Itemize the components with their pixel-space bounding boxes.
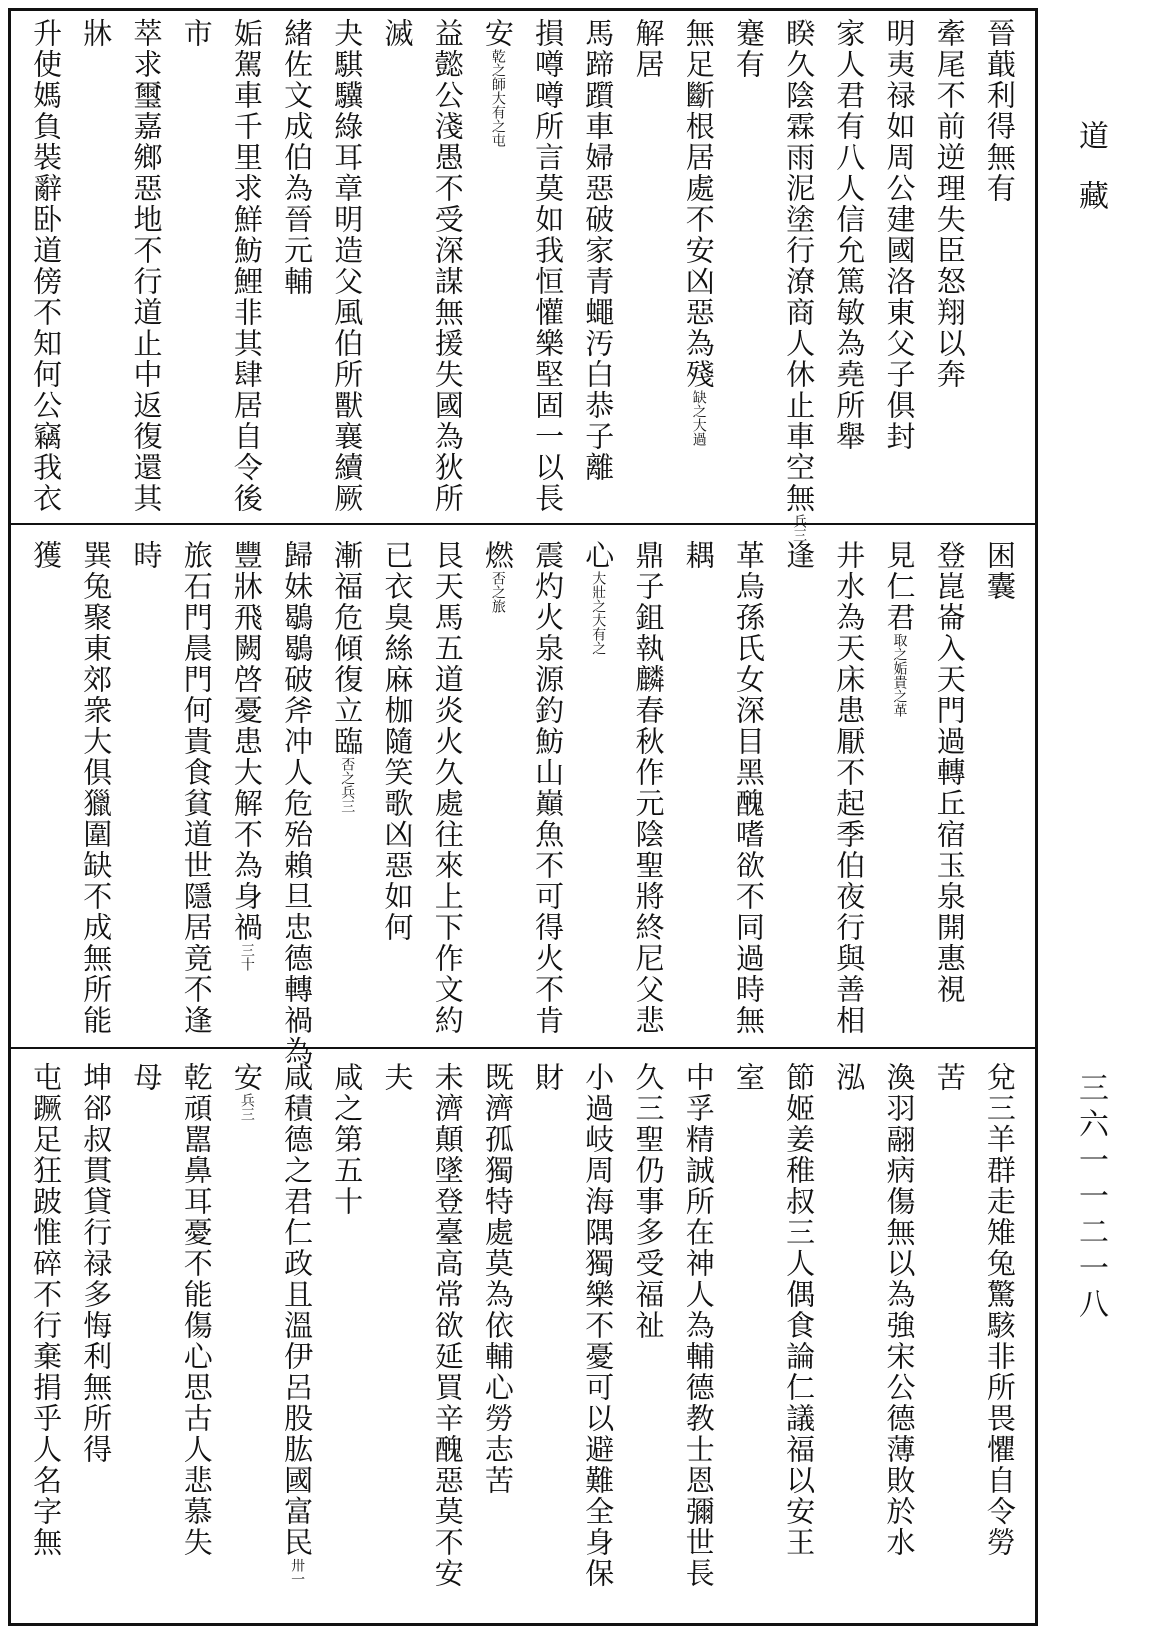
verse-text: 孤獨特處莫為依輔心勞志苦 bbox=[480, 1124, 515, 1496]
text-panel-middle bbox=[11, 540, 1035, 1067]
text-panel-top bbox=[11, 18, 1035, 542]
verse-text: 石門晨門何貴食貧道世隱居竟不逢 bbox=[179, 571, 214, 1036]
text-column bbox=[827, 540, 871, 1036]
verse-text: 明夷禄如周公建國洛東父子俱封 bbox=[882, 18, 917, 452]
verse-text: 市 bbox=[179, 18, 214, 49]
text-column bbox=[376, 1062, 420, 1614]
text-column bbox=[827, 18, 871, 514]
verse-text: 已衣臭絲麻枷隨笑歌凶惡如何 bbox=[380, 540, 415, 943]
verse-text: 姬姜稚叔三人偶食論仁議福以安王 bbox=[782, 1093, 817, 1558]
verse-text: 耦 bbox=[681, 540, 716, 571]
text-column bbox=[777, 18, 821, 542]
margin-title: 道藏 bbox=[1073, 120, 1108, 240]
verse-text: 滅 bbox=[380, 18, 415, 49]
annotation-note: 乾之師大有之屯 bbox=[489, 49, 506, 147]
verse-text: 登崑崙入天門過轉丘宿玉泉開惠視 bbox=[932, 540, 967, 1005]
text-column bbox=[827, 1062, 871, 1614]
hexagram-heading: 睽 bbox=[782, 18, 817, 49]
text-column bbox=[476, 540, 520, 1036]
verse-text: 烏孫氏女深目黑醜嗜欲不同過時無 bbox=[731, 571, 766, 1036]
hexagram-heading: 姤 bbox=[229, 18, 264, 49]
verse-text: 逢 bbox=[782, 540, 817, 571]
verse-text: 駕車千里求鮮魴鯉非其肆居自令後 bbox=[229, 49, 264, 514]
text-column bbox=[526, 18, 570, 514]
text-column bbox=[325, 540, 369, 1036]
folio-number: 三六一一二一八 bbox=[1073, 1072, 1108, 1324]
verse-text: 時 bbox=[129, 540, 164, 571]
hexagram-heading: 渙 bbox=[882, 1062, 917, 1093]
hexagram-heading: 漸 bbox=[330, 540, 365, 571]
text-column bbox=[376, 18, 420, 514]
verse-text: 無足斷根居處不安凶惡為殘 bbox=[681, 18, 716, 390]
panel-divider-2 bbox=[8, 1047, 1038, 1049]
text-column bbox=[24, 1062, 68, 1614]
verse-text: 室 bbox=[731, 1062, 766, 1093]
text-column bbox=[576, 18, 620, 514]
text-column bbox=[225, 540, 269, 1036]
verse-text: 噂噂所言莫如我恒懽樂堅固一以長 bbox=[531, 49, 566, 514]
text-column bbox=[727, 18, 771, 514]
hexagram-heading: 小過 bbox=[581, 1062, 616, 1124]
text-column bbox=[928, 18, 972, 514]
verse-text: 子鉏執麟春秋作元陰聖將終尼父悲 bbox=[631, 571, 666, 1036]
annotation-note: 兵三 bbox=[791, 514, 808, 542]
verse-text: 母 bbox=[129, 1062, 164, 1093]
hexagram-heading: 解 bbox=[631, 18, 666, 49]
hexagram-heading: 夬 bbox=[330, 18, 365, 49]
hexagram-heading: 鼎 bbox=[631, 540, 666, 571]
verse-text: 久陰霖雨泥塗行潦商人休止車空無 bbox=[782, 49, 817, 514]
annotation-note: 否之兵三 bbox=[339, 757, 356, 813]
annotation-note: 三十 bbox=[238, 943, 255, 971]
text-column bbox=[125, 540, 169, 1036]
text-column bbox=[677, 1062, 721, 1614]
text-panel-bottom bbox=[11, 1062, 1035, 1614]
text-column bbox=[928, 540, 972, 1036]
verse-text: 蹶足狂跛惟碎不行棄捐乎人名字無 bbox=[29, 1093, 64, 1558]
text-column bbox=[325, 1062, 369, 1614]
annotation-note: 否之旅 bbox=[489, 571, 506, 613]
verse-text: 積德之君仁政且溫伊呂股肱國富民 bbox=[280, 1093, 315, 1558]
verse-text: 泓 bbox=[832, 1062, 867, 1093]
hexagram-heading: 乾 bbox=[179, 1062, 214, 1093]
text-column bbox=[175, 1062, 219, 1614]
verse-text: 牀 bbox=[79, 18, 114, 49]
text-column bbox=[727, 1062, 771, 1614]
verse-text: 顛墜登臺高常欲延買辛醜惡莫不安 bbox=[430, 1124, 465, 1589]
panel-divider-1 bbox=[8, 523, 1038, 525]
hexagram-heading: 升 bbox=[29, 18, 64, 49]
text-column bbox=[627, 1062, 671, 1614]
hexagram-heading: 坤 bbox=[79, 1062, 114, 1093]
hexagram-heading: 兌 bbox=[982, 1062, 1017, 1093]
hexagram-heading: 損 bbox=[531, 18, 566, 49]
text-column bbox=[978, 540, 1022, 1036]
text-column bbox=[526, 1062, 570, 1614]
verse-text: 牽尾不前逆理失臣怒翔以奔 bbox=[932, 18, 967, 390]
text-column bbox=[74, 540, 118, 1036]
text-column bbox=[627, 18, 671, 514]
text-column bbox=[878, 540, 922, 1036]
hexagram-heading: 震 bbox=[531, 540, 566, 571]
verse-text: 家人君有八人信允篤敏為堯所舉 bbox=[832, 18, 867, 452]
verse-text: 安 bbox=[229, 1062, 264, 1093]
hexagram-heading: 既濟 bbox=[480, 1062, 515, 1124]
text-column bbox=[24, 18, 68, 514]
hexagram-heading: 咸 bbox=[280, 1062, 315, 1093]
text-column bbox=[125, 1062, 169, 1614]
verse-text: 求璽嘉鄉惡地不行道止中返復還其 bbox=[129, 49, 164, 514]
hexagram-heading: 巽 bbox=[79, 540, 114, 571]
verse-text: 見仁君 bbox=[882, 540, 917, 633]
text-column bbox=[526, 540, 570, 1036]
verse-text: 獲 bbox=[29, 540, 64, 571]
verse-text: 水為天床患厭不起季伯夜行與善相 bbox=[832, 571, 867, 1036]
hexagram-heading: 節 bbox=[782, 1062, 817, 1093]
text-column bbox=[878, 1062, 922, 1614]
text-column bbox=[426, 1062, 470, 1614]
verse-text: 精誠所在神人為輔德教士恩彌世長 bbox=[681, 1124, 716, 1589]
hexagram-heading: 艮 bbox=[430, 540, 465, 571]
annotation-note: 卅一 bbox=[289, 1558, 306, 1586]
verse-text: 居 bbox=[631, 49, 666, 80]
verse-text: 財 bbox=[531, 1062, 566, 1093]
text-column bbox=[74, 18, 118, 514]
annotation-note: 取之姤貴之革 bbox=[891, 633, 908, 717]
text-column bbox=[125, 18, 169, 514]
text-column bbox=[225, 1062, 269, 1614]
verse-text: 郤叔貫貸行禄多悔利無所得 bbox=[79, 1093, 114, 1465]
text-column bbox=[74, 1062, 118, 1614]
verse-text: 久三聖仍事多受福祉 bbox=[631, 1062, 666, 1341]
verse-text: 馬蹄躓車婦惡破家青蠅汚白恭子離 bbox=[581, 18, 616, 483]
verse-text: 咸之第五十 bbox=[330, 1062, 365, 1217]
text-column bbox=[426, 540, 470, 1036]
hexagram-heading: 中孚 bbox=[681, 1062, 716, 1124]
verse-text: 蕺利得無有 bbox=[982, 49, 1017, 204]
verse-text: 有 bbox=[731, 49, 766, 80]
text-column bbox=[878, 18, 922, 514]
text-column bbox=[24, 540, 68, 1036]
verse-text: 頑嚚鼻耳憂不能傷心思古人悲慕失 bbox=[179, 1093, 214, 1558]
text-column bbox=[225, 18, 269, 514]
text-column bbox=[978, 1062, 1022, 1614]
hexagram-heading: 益 bbox=[430, 18, 465, 49]
verse-text: 騏驥綠耳章明造父風伯所獸襄續厥 bbox=[330, 49, 365, 514]
verse-text: 福危傾復立臨 bbox=[330, 571, 365, 757]
text-column bbox=[476, 1062, 520, 1614]
verse-text: 安 bbox=[480, 18, 515, 49]
text-column bbox=[677, 18, 721, 514]
verse-text: 岐周海隅獨樂不憂可以避難全身保 bbox=[581, 1124, 616, 1589]
text-column bbox=[175, 540, 219, 1036]
verse-text: 三羊群走雉兔驚駭非所畏懼自令勞 bbox=[982, 1093, 1017, 1558]
text-column bbox=[325, 18, 369, 514]
hexagram-heading: 屯 bbox=[29, 1062, 64, 1093]
text-column bbox=[727, 540, 771, 1036]
hexagram-heading: 晉 bbox=[982, 18, 1017, 49]
verse-text: 夫 bbox=[380, 1062, 415, 1093]
verse-text: 羽翮病傷無以為強宋公德薄敗於水 bbox=[882, 1093, 917, 1558]
text-column bbox=[426, 18, 470, 514]
text-column bbox=[677, 540, 721, 1036]
hexagram-heading: 豐 bbox=[229, 540, 264, 571]
hexagram-heading: 萃 bbox=[129, 18, 164, 49]
verse-text: 鶡鶡破斧冲人危殆賴旦忠德轉禍為 bbox=[280, 602, 315, 1067]
hexagram-heading: 旅 bbox=[179, 540, 214, 571]
verse-text: 懿公淺愚不受深謀無援失國為狄所 bbox=[430, 49, 465, 514]
text-column bbox=[275, 1062, 319, 1614]
text-column bbox=[777, 1062, 821, 1614]
hexagram-heading: 井 bbox=[832, 540, 867, 571]
verse-text: 使媽負裝辭卧道傍不知何公竊我衣 bbox=[29, 49, 64, 514]
verse-text: 緒佐文成伯為晉元輔 bbox=[280, 18, 315, 297]
text-column bbox=[576, 540, 620, 1036]
text-column bbox=[275, 18, 319, 514]
hexagram-heading: 蹇 bbox=[731, 18, 766, 49]
verse-text: 牀飛闕啓憂患大解不為身禍 bbox=[229, 571, 264, 943]
hexagram-heading: 歸妹 bbox=[280, 540, 315, 602]
text-column bbox=[476, 18, 520, 514]
text-column bbox=[175, 18, 219, 514]
annotation-note: 大壯之大有之 bbox=[590, 571, 607, 655]
verse-text: 兔聚東郊衆大俱獵圍缺不成無所能 bbox=[79, 571, 114, 1036]
text-column bbox=[376, 540, 420, 1036]
annotation-note: 兵三 bbox=[238, 1093, 255, 1121]
hexagram-heading: 未濟 bbox=[430, 1062, 465, 1124]
hexagram-heading: 困 bbox=[982, 540, 1017, 571]
verse-text: 燃 bbox=[480, 540, 515, 571]
verse-text: 灼火泉源釣魴山巔魚不可得火不肯 bbox=[531, 571, 566, 1036]
text-column bbox=[275, 540, 319, 1067]
text-column bbox=[627, 540, 671, 1036]
hexagram-heading: 革 bbox=[731, 540, 766, 571]
text-column bbox=[928, 1062, 972, 1614]
verse-text: 心 bbox=[581, 540, 616, 571]
verse-text: 天馬五道炎火久處往來上下作文約 bbox=[430, 571, 465, 1036]
text-column bbox=[978, 18, 1022, 514]
text-column bbox=[777, 540, 821, 1036]
annotation-note: 缺之大過 bbox=[690, 390, 707, 446]
text-column bbox=[576, 1062, 620, 1614]
verse-text: 囊 bbox=[982, 571, 1017, 602]
verse-text: 苦 bbox=[932, 1062, 967, 1093]
